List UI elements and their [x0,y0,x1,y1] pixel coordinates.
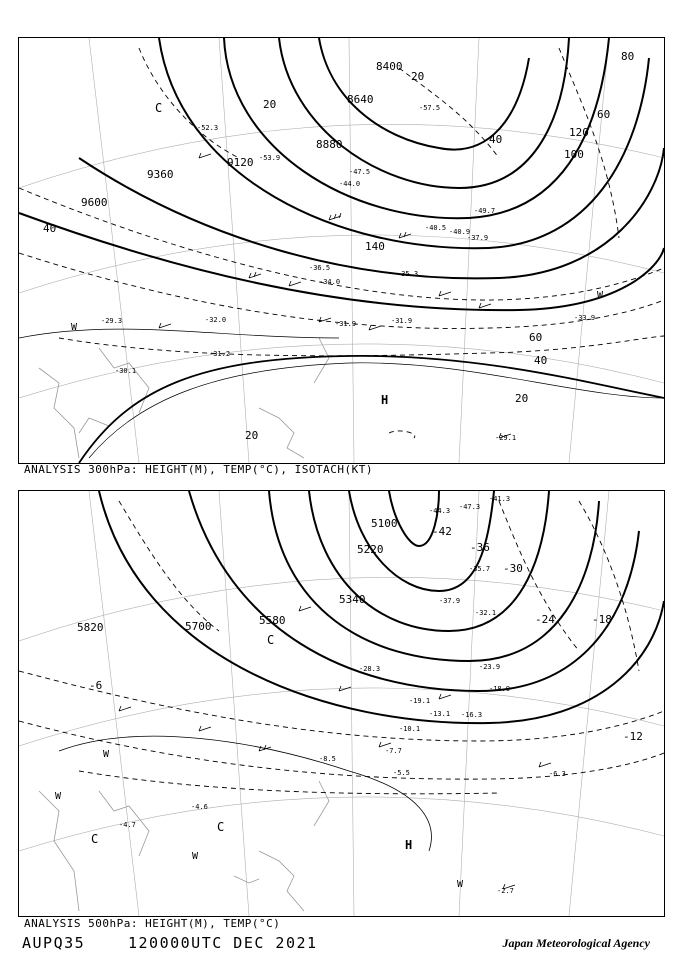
station-value: -30.1 [115,367,137,375]
station-value: -4.6 [191,803,208,811]
station-value: -31.2 [209,350,231,358]
height-contours [19,38,664,310]
temperature-label: -36 [470,541,490,554]
isotach-label: 100 [564,148,584,161]
station-value: -4.7 [119,821,136,829]
high-center: H [405,838,413,852]
station-value: -44.0 [339,180,361,188]
wind-barbs [159,153,511,438]
station-value: -5.5 [393,769,410,777]
jet-boundary [79,356,664,463]
station-value: -7.7 [385,747,402,755]
station-value: -19.1 [409,697,431,705]
isotach-label: 20 [263,98,277,111]
isotach-labels [43,50,634,442]
height-label: 9360 [147,168,174,181]
cold-center: C [91,832,99,846]
coastline [39,338,329,458]
station-value: -29.3 [101,317,123,325]
station-value: -37.9 [439,597,461,605]
agency-name: Japan Meteorological Agency [502,936,650,950]
isotach-label: 20 [411,70,425,83]
height-label: 5100 [371,517,398,530]
station-value: -16.3 [461,711,483,719]
station-value: -53.9 [259,154,281,162]
station-value: -32.0 [205,316,227,324]
station-value: -8.5 [319,755,336,763]
height-label: 8880 [316,138,343,151]
warm-center: W [103,749,110,760]
station-value: -40.9 [449,228,471,236]
wind-barbs [119,606,551,889]
temperature-labels [89,525,643,743]
station-value: -29.1 [495,434,517,442]
station-value: -2.7 [497,887,514,895]
cold-center: C [267,633,275,647]
warm-center: W [55,791,62,802]
station-value: -33.9 [574,314,596,322]
temperature-label: -18 [592,613,612,626]
height-label: 8640 [347,93,374,106]
station-value: -52.3 [197,124,219,132]
station-value: -23.9 [479,663,501,671]
station-value: -32.1 [475,609,497,617]
isotherms [19,48,664,438]
height-label: 5340 [339,593,366,606]
isotach-label: 60 [529,331,543,344]
chart-300hpa-canvas [19,38,664,463]
station-value: -57.5 [419,104,441,112]
graticule [19,38,664,463]
height-label: 5220 [357,543,384,556]
isotach-label: 20 [245,429,259,442]
height-label: 5700 [185,620,212,633]
station-value: -35.7 [469,565,491,573]
station-value: -31.9 [391,317,413,325]
isotach-label: 20 [515,392,529,405]
isotach-label: 120 [569,126,589,139]
station-value: -35.3 [397,270,419,278]
station-value: -36.5 [309,264,331,272]
warm-center: W [457,879,464,890]
station-value: -37.9 [467,234,489,242]
isotherms [19,501,664,794]
height-label: 8400 [376,60,403,73]
isotach-label: 140 [365,240,385,253]
station-value: -10.1 [399,725,421,733]
chart-300hpa-caption: ANALYSIS 300hPa: HEIGHT(M), TEMP(°C), ISOTACH(KT) [24,463,374,476]
product-code: AUPQ35 [22,934,86,952]
warm-center: W [192,851,199,862]
station-value: -41.3 [489,495,511,503]
valid-time: 120000UTC DEC 2021 [128,934,318,952]
temperature-label: -42 [432,525,452,538]
height-label: 5580 [259,614,286,627]
height-label: 9600 [81,196,108,209]
station-value: -47.3 [459,503,481,511]
high-center: H [381,393,389,407]
warm-center: W [71,322,78,333]
chart-500hpa-canvas [19,491,664,916]
height-label: 9120 [227,156,254,169]
chart-500hpa-caption: ANALYSIS 500hPa: HEIGHT(M), TEMP(°C) [24,917,281,930]
station-value: -18.9 [489,685,511,693]
cold-center: C [155,101,163,115]
isotach-label: 40 [43,222,57,235]
station-value: -13.1 [429,710,451,718]
temperature-label: -24 [535,613,555,626]
station-value: -47.5 [349,168,371,176]
graticule [19,491,664,916]
station-value: -31.9 [335,320,357,328]
isotach-label: 40 [534,354,548,367]
isotach-label: 40 [489,133,503,146]
station-value: -44.3 [429,507,451,515]
station-value: -6.3 [549,770,566,778]
temperature-label: -30 [503,562,523,575]
temperature-label: -12 [623,730,643,743]
cold-center: C [217,820,225,834]
warm-center: W [597,290,604,301]
height-label: 5820 [77,621,104,634]
station-value: -40.5 [425,224,447,232]
coastline [39,781,329,911]
temperature-label: -6 [89,679,103,692]
station-value: -34.0 [319,278,341,286]
chart-300hpa [18,37,665,464]
chart-500hpa [18,490,665,917]
station-value: -49.7 [474,207,496,215]
isotach-label: 80 [621,50,635,63]
isotach-label: 60 [597,108,611,121]
station-value: -28.3 [359,665,381,673]
